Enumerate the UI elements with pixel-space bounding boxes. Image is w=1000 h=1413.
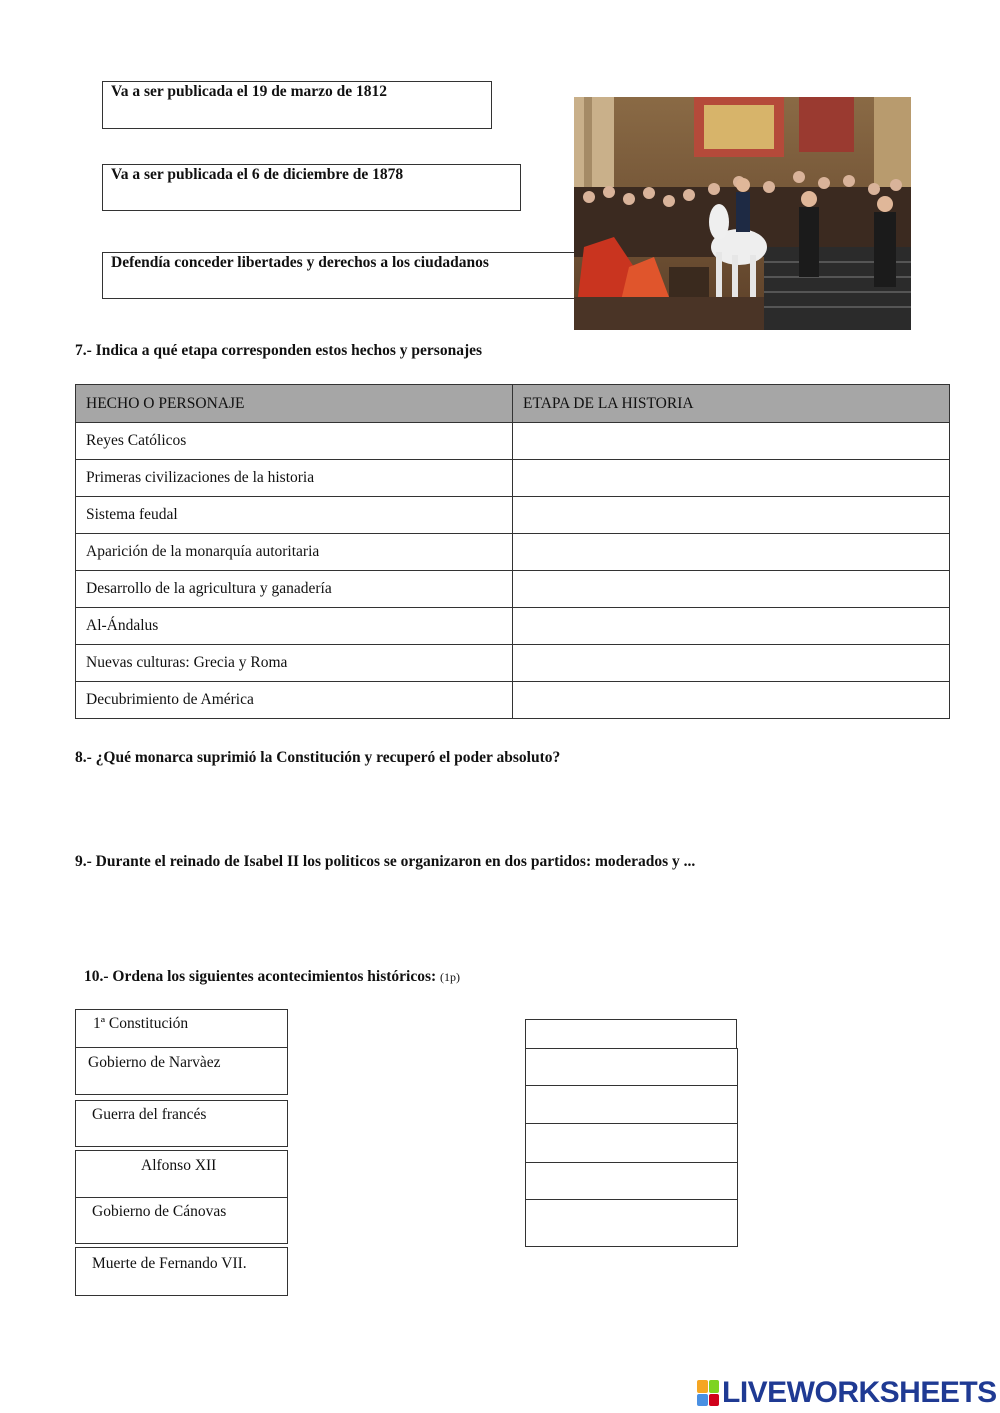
table-cell-stage-answer[interactable] — [513, 534, 950, 571]
table-row — [76, 497, 950, 534]
table-cell-fact: Reyes Católicos — [76, 423, 513, 460]
order-item-3[interactable]: Guerra del francés — [92, 1106, 207, 1123]
order-item-2[interactable]: Gobierno de Narvàez — [88, 1054, 221, 1071]
order-item-5[interactable]: Gobierno de Cánovas — [92, 1203, 227, 1220]
table-header-fact: HECHO O PERSONAJE — [76, 385, 513, 423]
table-row — [76, 460, 950, 497]
table-cell-fact: Sistema feudal — [76, 497, 513, 534]
order-item-6[interactable]: Muerte de Fernando VII. — [92, 1255, 247, 1272]
question-10-text: 10.- Ordena los siguientes acontecimientos históricos: — [84, 968, 437, 985]
question-9-title: 9.- Durante el reinado de Isabel II los politicos se organizaron en dos partidos: moderados y ... — [75, 853, 696, 870]
table-row — [76, 423, 950, 460]
table-cell-stage-answer[interactable] — [513, 608, 950, 645]
painting-image — [574, 97, 911, 330]
stages-table — [75, 384, 950, 719]
table-cell-stage-answer[interactable] — [513, 682, 950, 719]
table-cell-fact: Decubrimiento de América — [76, 682, 513, 719]
answer-slot-3[interactable] — [525, 1085, 738, 1124]
table-cell-fact: Nuevas culturas: Grecia y Roma — [76, 645, 513, 682]
answer-slot-1[interactable] — [525, 1019, 737, 1049]
table-row — [76, 682, 950, 719]
logo-icon — [697, 1380, 719, 1406]
table-cell-stage-answer[interactable] — [513, 497, 950, 534]
statement-text-2: Va a ser publicada el 6 de diciembre de 1878 — [111, 166, 404, 183]
order-item-divider — [75, 1047, 288, 1048]
table-row — [76, 645, 950, 682]
table-cell-stage-answer[interactable] — [513, 460, 950, 497]
order-item-divider — [75, 1197, 288, 1198]
question-10-points: (1p) — [440, 970, 461, 984]
question-8-title: 8.- ¿Qué monarca suprimió la Constitución y recuperó el poder absoluto? — [75, 749, 561, 766]
table-row — [76, 571, 950, 608]
table-row — [76, 608, 950, 645]
table-cell-stage-answer[interactable] — [513, 645, 950, 682]
question-10-title — [84, 968, 460, 986]
statement-box-2 — [102, 164, 521, 211]
answer-slot-5[interactable] — [525, 1162, 738, 1200]
table-header-stage: ETAPA DE LA HISTORIA — [513, 385, 950, 423]
historical-painting — [574, 97, 911, 330]
answer-slot-4[interactable] — [525, 1123, 738, 1163]
table-cell-fact: Aparición de la monarquía autoritaria — [76, 534, 513, 571]
question-7-title: 7.- Indica a qué etapa corresponden estos hechos y personajes — [75, 342, 483, 359]
statement-text-3: Defendía conceder libertades y derechos a los ciudadanos — [111, 254, 489, 271]
order-item-1[interactable]: 1ª Constitución — [93, 1015, 189, 1032]
answer-slot-2[interactable] — [525, 1048, 738, 1086]
statement-box-1 — [102, 81, 492, 129]
liveworksheets-logo — [697, 1376, 997, 1410]
logo-text: LIVEWORKSHEETS — [722, 1376, 997, 1409]
table-row — [76, 534, 950, 571]
table-cell-fact: Desarrollo de la agricultura y ganadería — [76, 571, 513, 608]
answer-slot-6[interactable] — [525, 1199, 738, 1247]
table-cell-stage-answer[interactable] — [513, 571, 950, 608]
table-cell-fact: Al-Ándalus — [76, 608, 513, 645]
statement-box-3 — [102, 252, 575, 299]
table-header-row — [76, 385, 950, 423]
statement-text-1: Va a ser publicada el 19 de marzo de 1812 — [111, 83, 387, 100]
order-item-4[interactable]: Alfonso XII — [141, 1157, 217, 1174]
table-cell-fact: Primeras civilizaciones de la historia — [76, 460, 513, 497]
table-cell-stage-answer[interactable] — [513, 423, 950, 460]
